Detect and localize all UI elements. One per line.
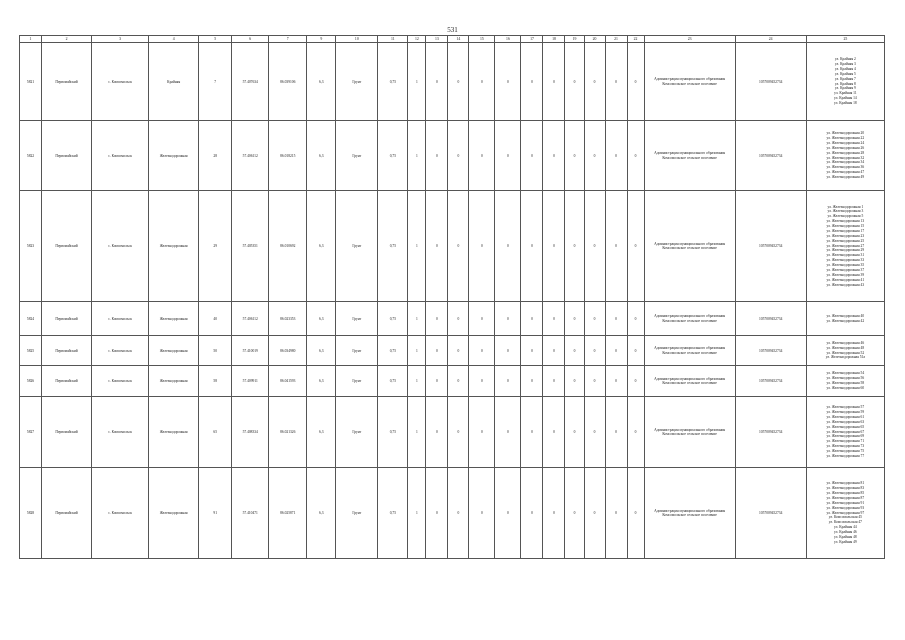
organization-cell: Администрация муниципального образования Комсомольское сельское поселение xyxy=(644,366,735,397)
addresses-cell xyxy=(806,336,884,366)
address-line: ул. Железнодорожная 93 xyxy=(826,505,865,510)
cell-cell: 0 xyxy=(605,191,627,302)
address-line: ул. Железнодорожная 87 xyxy=(826,495,865,500)
longitude-cell: 86.025871 xyxy=(269,468,307,559)
inn-cell: 1057009452734 xyxy=(735,468,806,559)
area-cell: 0,75 xyxy=(378,336,408,366)
address-line: ул. Комсомольская 47 xyxy=(828,520,862,525)
cell-cell: 0 xyxy=(521,468,543,559)
cell-cell: 0 xyxy=(495,302,521,336)
address-line: ул. Железнодорожная 24 xyxy=(826,140,865,145)
inn-cell: 1057009452734 xyxy=(735,43,806,121)
address-line: ул. Железнодорожная 58 xyxy=(826,381,865,385)
header-cell: 14 xyxy=(448,36,469,43)
header-cell: 12 xyxy=(408,36,426,43)
address-line: ул. Железнодорожная 1 xyxy=(827,204,864,209)
surface-cell: Грунт xyxy=(336,121,378,191)
latitude-cell: 57.406112 xyxy=(232,302,269,336)
district-cell: Первомайский xyxy=(42,191,92,302)
count-cell: 1 xyxy=(408,43,426,121)
surface-cell: Грунт xyxy=(336,397,378,468)
cell-cell: 0 xyxy=(584,468,605,559)
settlement-cell: с. Комсомольск xyxy=(92,43,149,121)
row-number-cell: 5826 xyxy=(20,366,42,397)
organization-cell: Администрация муниципального образования Комсомольское сельское поселение xyxy=(644,302,735,336)
address-line: ул. Крайняя 11 xyxy=(834,91,857,96)
street-cell: Железнодорожная xyxy=(149,121,199,191)
cell-cell: 0 xyxy=(565,336,584,366)
settlement-cell: с. Комсомольск xyxy=(92,191,149,302)
address-line: ул. Железнодорожная 22 xyxy=(826,136,865,140)
longitude-cell: 86.023353 xyxy=(269,302,307,336)
cell-cell: 0 xyxy=(543,302,565,336)
street-cell: Железнодорожная xyxy=(149,336,199,366)
table-row xyxy=(20,191,885,302)
district-cell: Первомайский xyxy=(42,336,92,366)
settlement-cell: с. Комсомольск xyxy=(92,121,149,191)
address-line: ул. Железнодорожная 37 xyxy=(826,267,865,272)
address-line: ул. Железнодорожная 56 xyxy=(826,376,865,381)
address-line: ул. Крайняя 3 xyxy=(834,62,856,66)
surface-cell: Грунт xyxy=(336,366,378,397)
address-line: ул. Крайняя 18 xyxy=(834,101,857,105)
header-cell: 2 xyxy=(42,36,92,43)
cell-cell: 0 xyxy=(565,191,584,302)
area-cell: 0,75 xyxy=(378,468,408,559)
inn-cell: 1057009452734 xyxy=(735,366,806,397)
organization-cell: Администрация муниципального образования Комсомольское сельское поселение xyxy=(644,468,735,559)
cell-cell: 0 xyxy=(543,43,565,121)
cell-cell: 0 xyxy=(495,397,521,468)
area-cell: 0,75 xyxy=(378,43,408,121)
address-line: ул. Железнодорожная 25 xyxy=(826,238,865,243)
surface-cell: Грунт xyxy=(336,468,378,559)
cell-cell: 0 xyxy=(426,43,448,121)
volume-cell: 6,3 xyxy=(307,397,336,468)
cell-cell: 0 xyxy=(565,121,584,191)
cell-cell: 0 xyxy=(521,191,543,302)
row-number-cell: 5823 xyxy=(20,191,42,302)
settlement-cell: с. Комсомольск xyxy=(92,366,149,397)
cell-cell: 0 xyxy=(627,302,644,336)
count-cell: 1 xyxy=(408,302,426,336)
address-line: ул. Железнодорожная 91 xyxy=(826,500,865,505)
latitude-cell: 57.408334 xyxy=(232,397,269,468)
house-number-cell: 50 xyxy=(199,336,232,366)
header-cell: 3 xyxy=(92,36,149,43)
cell-cell: 0 xyxy=(448,43,469,121)
address-line: ул. Железнодорожная 15 xyxy=(826,224,865,229)
addresses-cell xyxy=(806,302,884,336)
header-cell: 18 xyxy=(543,36,565,43)
cell-cell: 0 xyxy=(469,191,495,302)
header-cell: 25 xyxy=(806,36,884,43)
cell-cell: 0 xyxy=(584,121,605,191)
address-line: ул. Железнодорожная 26 xyxy=(826,145,865,150)
inn-cell: 1057009452734 xyxy=(735,336,806,366)
cell-cell: 0 xyxy=(627,397,644,468)
addresses-cell xyxy=(806,366,884,397)
address-line: ул. Крайняя 4 xyxy=(834,66,856,71)
street-cell: Железнодорожная xyxy=(149,397,199,468)
organization-cell: Администрация муниципального образования Комсомольское сельское поселение xyxy=(644,43,735,121)
header-cell: 5 xyxy=(199,36,232,43)
surface-cell: Грунт xyxy=(336,336,378,366)
cell-cell: 0 xyxy=(448,336,469,366)
addresses-cell xyxy=(806,468,884,559)
header-cell: 7 xyxy=(269,36,307,43)
longitude-cell: 86.021326 xyxy=(269,397,307,468)
inn-cell: 1057009452734 xyxy=(735,302,806,336)
house-number-cell: 29 xyxy=(199,191,232,302)
cell-cell: 0 xyxy=(543,336,565,366)
cell-cell: 0 xyxy=(543,468,565,559)
street-cell: Крайняя xyxy=(149,43,199,121)
house-number-cell: 28 xyxy=(199,121,232,191)
longitude-cell: 86.039106 xyxy=(269,43,307,121)
district-cell: Первомайский xyxy=(42,121,92,191)
row-number-cell: 5824 xyxy=(20,302,42,336)
cell-cell: 0 xyxy=(584,336,605,366)
header-cell: 24 xyxy=(735,36,806,43)
address-line: ул. Железнодорожная 34 xyxy=(826,160,865,165)
header-cell: 19 xyxy=(565,36,584,43)
cell-cell: 0 xyxy=(627,336,644,366)
street-cell: Железнодорожная xyxy=(149,366,199,397)
header-cell: 21 xyxy=(605,36,627,43)
house-number-cell: 91 xyxy=(199,468,232,559)
longitude-cell: 86.010692 xyxy=(269,191,307,302)
cell-cell: 0 xyxy=(521,366,543,397)
house-number-cell: 65 xyxy=(199,397,232,468)
address-line: ул. Крайняя 48 xyxy=(834,534,857,539)
address-line: ул. Железнодорожная 97 xyxy=(826,510,865,515)
header-cell: 1 xyxy=(20,36,42,43)
address-line: ул. Железнодорожная 33 xyxy=(826,258,865,263)
volume-cell: 6,3 xyxy=(307,366,336,397)
row-number-cell: 5825 xyxy=(20,336,42,366)
longitude-cell: 86.018215 xyxy=(269,121,307,191)
count-cell: 1 xyxy=(408,397,426,468)
organization-cell: Администрация муниципального образования Комсомольское сельское поселение xyxy=(644,191,735,302)
cell-cell: 0 xyxy=(543,397,565,468)
address-line: ул. Железнодорожная 43 xyxy=(826,282,865,287)
surface-cell: Грунт xyxy=(336,191,378,302)
inn-cell: 1057009452734 xyxy=(735,191,806,302)
row-number-cell: 5822 xyxy=(20,121,42,191)
cell-cell: 0 xyxy=(426,302,448,336)
address-line: ул. Железнодорожная 28 xyxy=(826,150,865,155)
address-line: ул. Железнодорожная 67 xyxy=(826,429,865,434)
cell-cell: 0 xyxy=(605,397,627,468)
address-line: ул. Железнодорожная 3 xyxy=(827,209,864,214)
cell-cell: 0 xyxy=(627,121,644,191)
district-cell: Первомайский xyxy=(42,468,92,559)
address-line: ул. Крайняя 2 xyxy=(834,57,856,62)
header-cell: 20 xyxy=(584,36,605,43)
cell-cell: 0 xyxy=(627,468,644,559)
district-cell: Первомайский xyxy=(42,397,92,468)
latitude-cell: 57.405351 xyxy=(232,191,269,302)
settlement-cell: с. Комсомольск xyxy=(92,336,149,366)
cell-cell: 0 xyxy=(584,302,605,336)
address-line: ул. Железнодорожная 85 xyxy=(826,491,865,496)
latitude-cell: 57.407634 xyxy=(232,43,269,121)
table-row xyxy=(20,121,885,191)
volume-cell: 6,3 xyxy=(307,336,336,366)
cell-cell: 0 xyxy=(448,397,469,468)
cell-cell: 0 xyxy=(543,121,565,191)
address-line: ул. Железнодорожная 42 xyxy=(826,318,865,323)
header-cell: 6 xyxy=(232,36,269,43)
cell-cell: 0 xyxy=(584,366,605,397)
street-cell: Железнодорожная xyxy=(149,191,199,302)
address-line: ул. Крайняя 7 xyxy=(834,76,856,81)
count-cell: 1 xyxy=(408,468,426,559)
settlement-cell: с. Комсомольск xyxy=(92,397,149,468)
volume-cell: 6,3 xyxy=(307,121,336,191)
cell-cell: 0 xyxy=(605,302,627,336)
cell-cell: 0 xyxy=(426,468,448,559)
organization-cell: Администрация муниципального образования Комсомольское сельское поселение xyxy=(644,121,735,191)
address-line: ул. Железнодорожная 5 xyxy=(827,214,864,219)
house-number-cell: 58 xyxy=(199,366,232,397)
address-line: ул. Железнодорожная 40 xyxy=(826,313,865,318)
cell-cell: 0 xyxy=(627,366,644,397)
cell-cell: 0 xyxy=(426,121,448,191)
cell-cell: 0 xyxy=(469,336,495,366)
district-cell: Первомайский xyxy=(42,43,92,121)
address-line: ул. Железнодорожная 17 xyxy=(826,228,865,233)
cell-cell: 0 xyxy=(426,336,448,366)
header-cell: 10 xyxy=(336,36,378,43)
cell-cell: 0 xyxy=(469,43,495,121)
cell-cell: 0 xyxy=(521,397,543,468)
address-line: ул. Железнодорожная 29 xyxy=(826,248,865,253)
cell-cell: 0 xyxy=(565,468,584,559)
address-line: ул. Крайняя 14 xyxy=(834,96,857,101)
table-row xyxy=(20,302,885,336)
cell-cell: 0 xyxy=(605,336,627,366)
address-line: ул. Железнодорожная 36 xyxy=(826,165,865,170)
organization-cell: Администрация муниципального образования Комсомольское сельское поселение xyxy=(644,397,735,468)
surface-cell: Грунт xyxy=(336,43,378,121)
area-cell: 0,75 xyxy=(378,302,408,336)
street-cell: Железнодорожная xyxy=(149,468,199,559)
cell-cell: 0 xyxy=(469,302,495,336)
address-line: ул. Железнодорожная 52 xyxy=(826,350,865,355)
address-line: ул. Железнодорожная 32 xyxy=(826,155,865,160)
header-cell: 16 xyxy=(495,36,521,43)
cell-cell: 0 xyxy=(565,302,584,336)
volume-cell: 6,3 xyxy=(307,43,336,121)
house-number-cell: 7 xyxy=(199,43,232,121)
address-line: ул. Железнодорожная 60 xyxy=(826,385,865,390)
table-row xyxy=(20,397,885,468)
cell-cell: 0 xyxy=(495,191,521,302)
address-line: ул. Комсомольская 45 xyxy=(828,515,862,520)
cell-cell: 0 xyxy=(469,397,495,468)
address-line: ул. Железнодорожная 48 xyxy=(826,345,865,350)
cell-cell: 0 xyxy=(426,366,448,397)
address-line: ул. Железнодорожная 51а xyxy=(825,355,865,360)
registry-table xyxy=(19,35,885,559)
addresses-cell xyxy=(806,397,884,468)
latitude-cell: 57.406112 xyxy=(232,121,269,191)
address-line: ул. Железнодорожная 46 xyxy=(826,340,865,345)
address-line: ул. Железнодорожная 47 xyxy=(826,170,865,175)
cell-cell: 0 xyxy=(495,43,521,121)
count-cell: 1 xyxy=(408,121,426,191)
address-line: ул. Крайняя 49 xyxy=(834,539,857,544)
organization-cell: Администрация муниципального образования Комсомольское сельское поселение xyxy=(644,336,735,366)
district-cell: Первомайский xyxy=(42,302,92,336)
inn-cell: 1057009452734 xyxy=(735,397,806,468)
address-line: ул. Железнодорожная 77 xyxy=(826,453,865,458)
header-cell: 22 xyxy=(627,36,644,43)
cell-cell: 0 xyxy=(521,121,543,191)
area-cell: 0,75 xyxy=(378,191,408,302)
address-line: ул. Железнодорожная 69 xyxy=(826,434,865,439)
cell-cell: 0 xyxy=(605,366,627,397)
cell-cell: 0 xyxy=(448,468,469,559)
cell-cell: 0 xyxy=(605,43,627,121)
address-line: ул. Железнодорожная 57 xyxy=(826,405,865,410)
header-cell: 13 xyxy=(426,36,448,43)
header-cell: 11 xyxy=(378,36,408,43)
address-line: ул. Железнодорожная 41 xyxy=(826,277,865,282)
latitude-cell: 57.410471 xyxy=(232,468,269,559)
cell-cell: 0 xyxy=(495,336,521,366)
addresses-cell xyxy=(806,121,884,191)
area-cell: 0,75 xyxy=(378,366,408,397)
cell-cell: 0 xyxy=(584,191,605,302)
volume-cell: 6,3 xyxy=(307,302,336,336)
addresses-cell xyxy=(806,43,884,121)
cell-cell: 0 xyxy=(565,397,584,468)
address-line: ул. Железнодорожная 31 xyxy=(826,253,865,258)
address-line: ул. Железнодорожная 59 xyxy=(826,410,865,415)
address-line: ул. Железнодорожная 54 xyxy=(826,371,865,376)
address-line: ул. Железнодорожная 71 xyxy=(826,439,865,444)
cell-cell: 0 xyxy=(584,43,605,121)
address-line: ул. Железнодорожная 81 xyxy=(826,481,865,486)
cell-cell: 0 xyxy=(521,336,543,366)
count-cell: 1 xyxy=(408,366,426,397)
address-line: ул. Железнодорожная 63 xyxy=(826,419,865,424)
table-row xyxy=(20,43,885,121)
address-line: ул. Железнодорожная 39 xyxy=(826,272,865,277)
street-cell: Железнодорожная xyxy=(149,302,199,336)
header-cell: 17 xyxy=(521,36,543,43)
row-number-cell: 5827 xyxy=(20,397,42,468)
header-cell: 15 xyxy=(469,36,495,43)
page-number: 531 xyxy=(447,26,458,34)
address-line: ул. Железнодорожная 35 xyxy=(826,263,865,268)
surface-cell: Грунт xyxy=(336,302,378,336)
cell-cell: 0 xyxy=(469,121,495,191)
address-line: ул. Крайняя 46 xyxy=(834,530,857,535)
cell-cell: 0 xyxy=(543,191,565,302)
cell-cell: 0 xyxy=(448,366,469,397)
address-line: ул. Железнодорожная 13 xyxy=(826,219,865,224)
latitude-cell: 57.409911 xyxy=(232,366,269,397)
row-number-cell: 5821 xyxy=(20,43,42,121)
cell-cell: 0 xyxy=(426,397,448,468)
cell-cell: 0 xyxy=(495,468,521,559)
cell-cell: 0 xyxy=(495,366,521,397)
address-line: ул. Железнодорожная 20 xyxy=(826,131,865,136)
settlement-cell: с. Комсомольск xyxy=(92,302,149,336)
header-cell: 4 xyxy=(149,36,199,43)
address-line: ул. Железнодорожная 49 xyxy=(826,175,865,179)
address-line: ул. Крайняя 9 xyxy=(834,86,856,91)
cell-cell: 0 xyxy=(605,121,627,191)
table-row xyxy=(20,468,885,559)
settlement-cell: с. Комсомольск xyxy=(92,468,149,559)
address-line: ул. Железнодорожная 61 xyxy=(826,414,865,419)
longitude-cell: 86.034980 xyxy=(269,336,307,366)
addresses-cell xyxy=(806,191,884,302)
table-row xyxy=(20,366,885,397)
house-number-cell: 40 xyxy=(199,302,232,336)
cell-cell: 0 xyxy=(495,121,521,191)
cell-cell: 0 xyxy=(565,366,584,397)
cell-cell: 0 xyxy=(627,191,644,302)
volume-cell: 6,3 xyxy=(307,468,336,559)
cell-cell: 0 xyxy=(627,43,644,121)
area-cell: 0,75 xyxy=(378,397,408,468)
address-line: ул. Железнодорожная 65 xyxy=(826,424,865,429)
cell-cell: 0 xyxy=(469,468,495,559)
address-line: ул. Железнодорожная 75 xyxy=(826,449,865,454)
latitude-cell: 57.410019 xyxy=(232,336,269,366)
row-number-cell: 5828 xyxy=(20,468,42,559)
address-line: ул. Железнодорожная 73 xyxy=(826,444,865,449)
address-line: ул. Крайняя 5 xyxy=(834,71,856,76)
header-cell: 23 xyxy=(644,36,735,43)
cell-cell: 0 xyxy=(448,191,469,302)
cell-cell: 0 xyxy=(521,302,543,336)
volume-cell: 6,3 xyxy=(307,191,336,302)
cell-cell: 0 xyxy=(543,366,565,397)
inn-cell: 1057009452734 xyxy=(735,121,806,191)
address-line: ул. Железнодорожная 83 xyxy=(826,486,865,491)
cell-cell: 0 xyxy=(426,191,448,302)
address-line: ул. Крайняя 44 xyxy=(834,525,857,530)
longitude-cell: 86.041593 xyxy=(269,366,307,397)
address-line: ул. Крайняя 8 xyxy=(834,81,856,86)
area-cell: 0,75 xyxy=(378,121,408,191)
header-cell: 9 xyxy=(307,36,336,43)
address-line: ул. Железнодорожная 23 xyxy=(826,233,865,238)
district-cell: Первомайский xyxy=(42,366,92,397)
header-row xyxy=(20,36,885,43)
count-cell: 1 xyxy=(408,336,426,366)
cell-cell: 0 xyxy=(565,43,584,121)
cell-cell: 0 xyxy=(584,397,605,468)
cell-cell: 0 xyxy=(521,43,543,121)
table-row xyxy=(20,336,885,366)
count-cell: 1 xyxy=(408,191,426,302)
cell-cell: 0 xyxy=(605,468,627,559)
address-line: ул. Железнодорожная 27 xyxy=(826,243,865,248)
cell-cell: 0 xyxy=(469,366,495,397)
cell-cell: 0 xyxy=(448,302,469,336)
cell-cell: 0 xyxy=(448,121,469,191)
